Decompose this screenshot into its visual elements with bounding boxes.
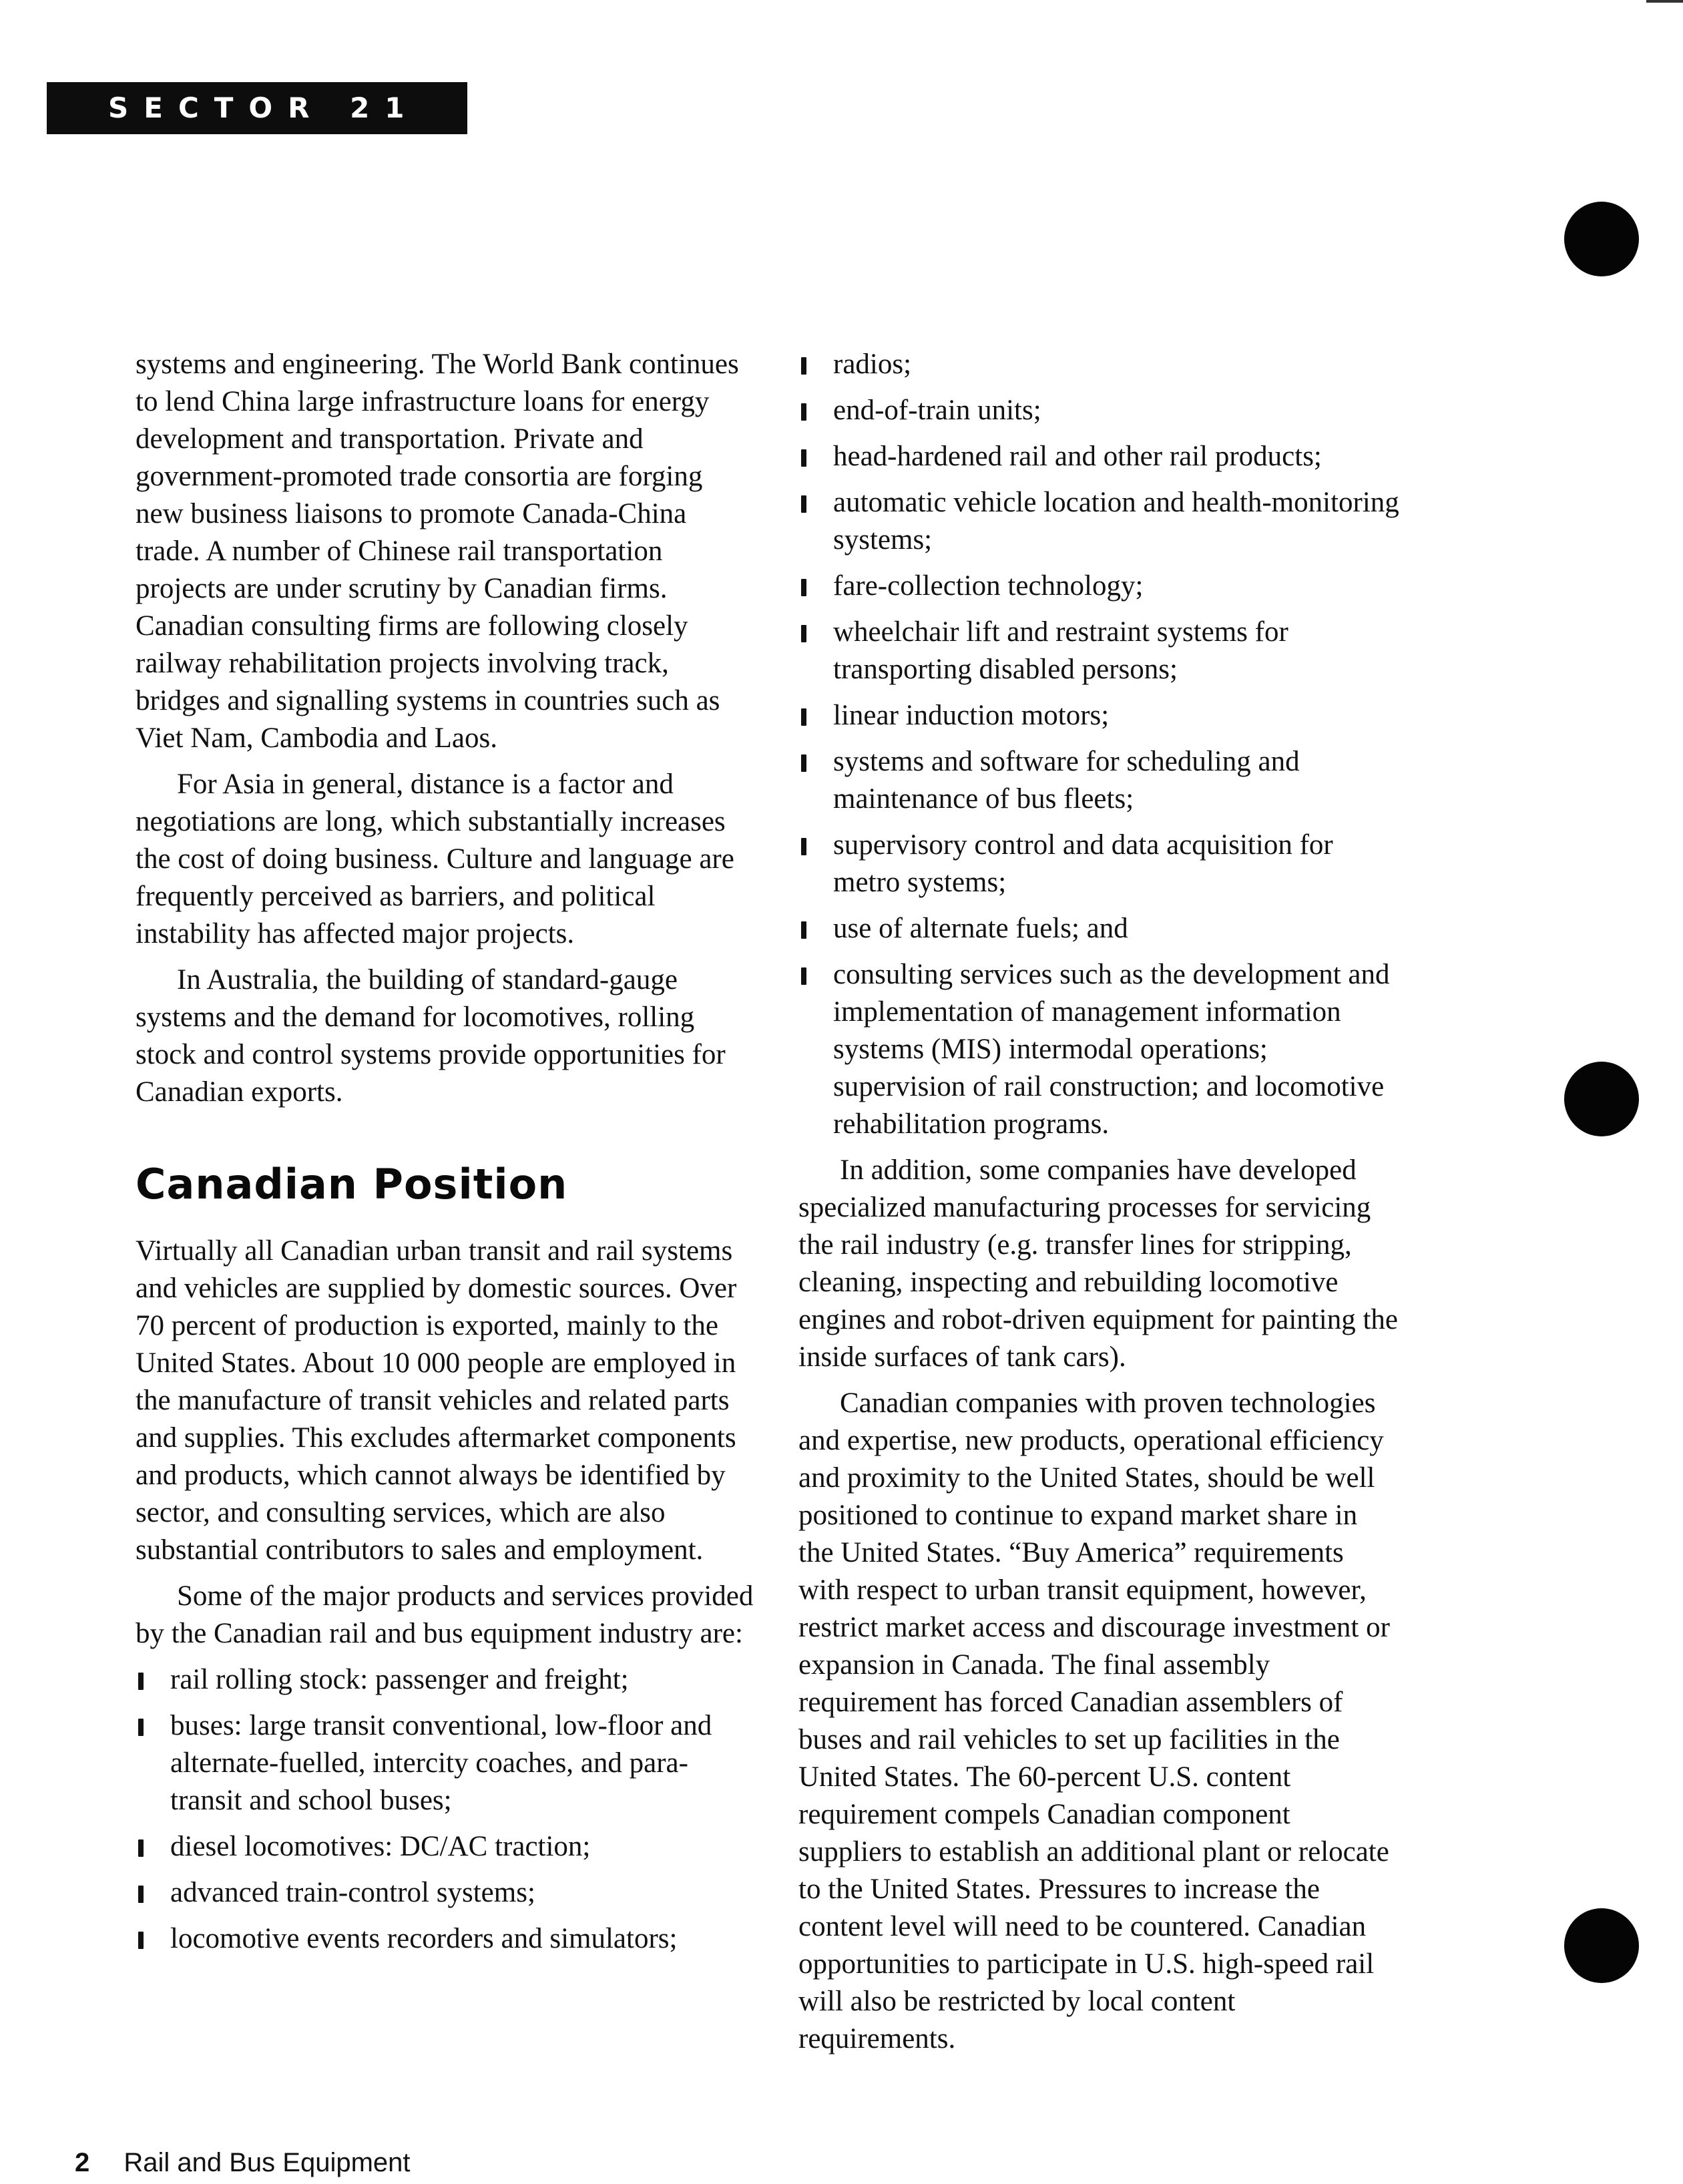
bullet-icon bbox=[801, 403, 806, 421]
bullet-icon bbox=[801, 708, 806, 726]
list-item bbox=[798, 614, 1399, 688]
binder-hole bbox=[1564, 1062, 1639, 1136]
list-item-text: radios; bbox=[833, 349, 912, 380]
bullet-icon bbox=[801, 625, 806, 642]
list-item bbox=[136, 1874, 756, 1912]
list-item bbox=[798, 827, 1399, 901]
edge-rule bbox=[1646, 0, 1683, 3]
bullet-icon bbox=[138, 1673, 144, 1690]
list-item-text: buses: large transit conventional, low-floor and alternate-fuelled, intercity coaches, and para-transit and school buses; bbox=[170, 1710, 712, 1816]
paragraph: Some of the major products and services provided by the Canadian rail and bus equipment industry are: bbox=[136, 1580, 754, 1649]
list-item bbox=[798, 956, 1399, 1143]
bullet-icon bbox=[801, 967, 806, 985]
sector-label: SECTOR 21 bbox=[108, 91, 420, 124]
paragraph: In Australia, the building of standard-gauge systems and the demand for locomotives, rolling stock and control systems provide opportunities for Canadian exports. bbox=[136, 964, 726, 1108]
paragraph: Virtually all Canadian urban transit and rail systems and vehicles are supplied by domestic sources. Over 70 percent of production is exported, mainly to the United States. About 10 000 people are employed in the manufacture of transit vehicles and related parts and supplies. This excludes aftermarket components and products, which cannot always be identified by sector, and consulting services, which are also substantial contributors to sales and employment. bbox=[136, 1235, 737, 1566]
list-item-text: automatic vehicle location and health-monitoring systems; bbox=[833, 487, 1399, 556]
paragraph: Canadian companies with proven technologies and expertise, new products, operational efficiency and proximity to the United States, should be well positioned to continue to expand market share in the United States. “Buy America” requirements with respect to urban transit equipment, however, restrict market access and discourage investment or expansion in Canada. The final assembly requirement has forced Canadian assemblers of buses and rail vehicles to set up facilities in the United States. The 60-percent U.S. content requirement compels Canadian component suppliers to establish an additional plant or relocate to the United States. Pressures to increase the content level will need to be countered. Canadian opportunities to participate in U.S. high-speed rail will also be restricted by local content requirements. bbox=[798, 1387, 1390, 2054]
list-item-text: end-of-train units; bbox=[833, 395, 1041, 426]
footer-title: Rail and Bus Equipment bbox=[124, 2148, 411, 2177]
right-column bbox=[798, 346, 1399, 2066]
bullet-icon bbox=[138, 1932, 144, 1949]
list-item bbox=[798, 910, 1399, 947]
bullet-icon bbox=[138, 1839, 144, 1857]
paragraph: In addition, some companies have developed specialized manufacturing processes for servicing the rail industry (e.g. transfer lines for stripping, cleaning, inspecting and rebuilding locomotive engines and robot-driven equipment for painting the inside surfaces of tank cars). bbox=[798, 1154, 1398, 1373]
list-item bbox=[798, 346, 1399, 383]
paragraph: For Asia in general, distance is a factor and negotiations are long, which substantially increases the cost of doing business. Culture and language are frequently perceived as barriers, and political instability has affected major projects. bbox=[136, 769, 734, 949]
list-item-text: rail rolling stock: passenger and freight; bbox=[170, 1664, 629, 1695]
bullet-icon bbox=[801, 921, 806, 939]
paragraph: systems and engineering. The World Bank continues to lend China large infrastructure loans for energy development and transportation. Private and government-promoted trade consortia are forging new business liaisons to promote Canada-China trade. A number of Chinese rail transportation projects are under scrutiny by Canadian firms. Canadian consulting firms are following closely railway rehabilitation projects involving track, bridges and signalling systems in countries such as Viet Nam, Cambodia and Laos. bbox=[136, 349, 739, 754]
list-item-text: linear induction motors; bbox=[833, 700, 1110, 731]
list-item bbox=[798, 438, 1399, 475]
bullet-icon bbox=[138, 1886, 144, 1903]
list-item bbox=[136, 1707, 756, 1819]
list-item-text: consulting services such as the development and implementation of management information systems (MIS) intermodal operations; supervision of rail construction; and locomotive rehabilitation programs. bbox=[833, 959, 1390, 1140]
bullet-icon bbox=[801, 754, 806, 772]
bullet-list bbox=[798, 346, 1399, 1143]
list-item-text: fare-collection technology; bbox=[833, 570, 1144, 602]
list-item bbox=[136, 1828, 756, 1866]
section-heading: Canadian Position bbox=[136, 1160, 568, 1209]
list-item bbox=[136, 1920, 756, 1958]
list-item-text: head-hardened rail and other rail products; bbox=[833, 441, 1322, 472]
list-item-text: advanced train-control systems; bbox=[170, 1877, 535, 1908]
list-item-text: locomotive events recorders and simulators; bbox=[170, 1923, 678, 1954]
page-footer bbox=[75, 2147, 411, 2179]
list-item-text: use of alternate fuels; and bbox=[833, 913, 1128, 944]
bullet-icon bbox=[801, 449, 806, 467]
list-item bbox=[798, 484, 1399, 559]
bullet-icon bbox=[801, 579, 806, 596]
binder-hole bbox=[1564, 1908, 1639, 1983]
list-item bbox=[798, 392, 1399, 429]
list-item bbox=[798, 743, 1399, 818]
list-item-text: supervisory control and data acquisition for metro systems; bbox=[833, 829, 1333, 898]
page-number: 2 bbox=[75, 2148, 90, 2177]
bullet-icon bbox=[801, 838, 806, 855]
bullet-icon bbox=[801, 357, 806, 375]
binder-hole bbox=[1564, 202, 1639, 276]
list-item-text: wheelchair lift and restraint systems for transporting disabled persons; bbox=[833, 616, 1288, 685]
left-column bbox=[136, 346, 756, 1966]
list-item bbox=[798, 568, 1399, 605]
sector-header-bar bbox=[47, 82, 467, 134]
list-item bbox=[798, 697, 1399, 734]
list-item-text: systems and software for scheduling and maintenance of bus fleets; bbox=[833, 746, 1300, 815]
list-item bbox=[136, 1661, 756, 1699]
bullet-icon bbox=[801, 495, 806, 513]
bullet-icon bbox=[138, 1719, 144, 1736]
list-item-text: diesel locomotives: DC/AC traction; bbox=[170, 1831, 591, 1862]
bullet-list bbox=[136, 1661, 756, 1958]
